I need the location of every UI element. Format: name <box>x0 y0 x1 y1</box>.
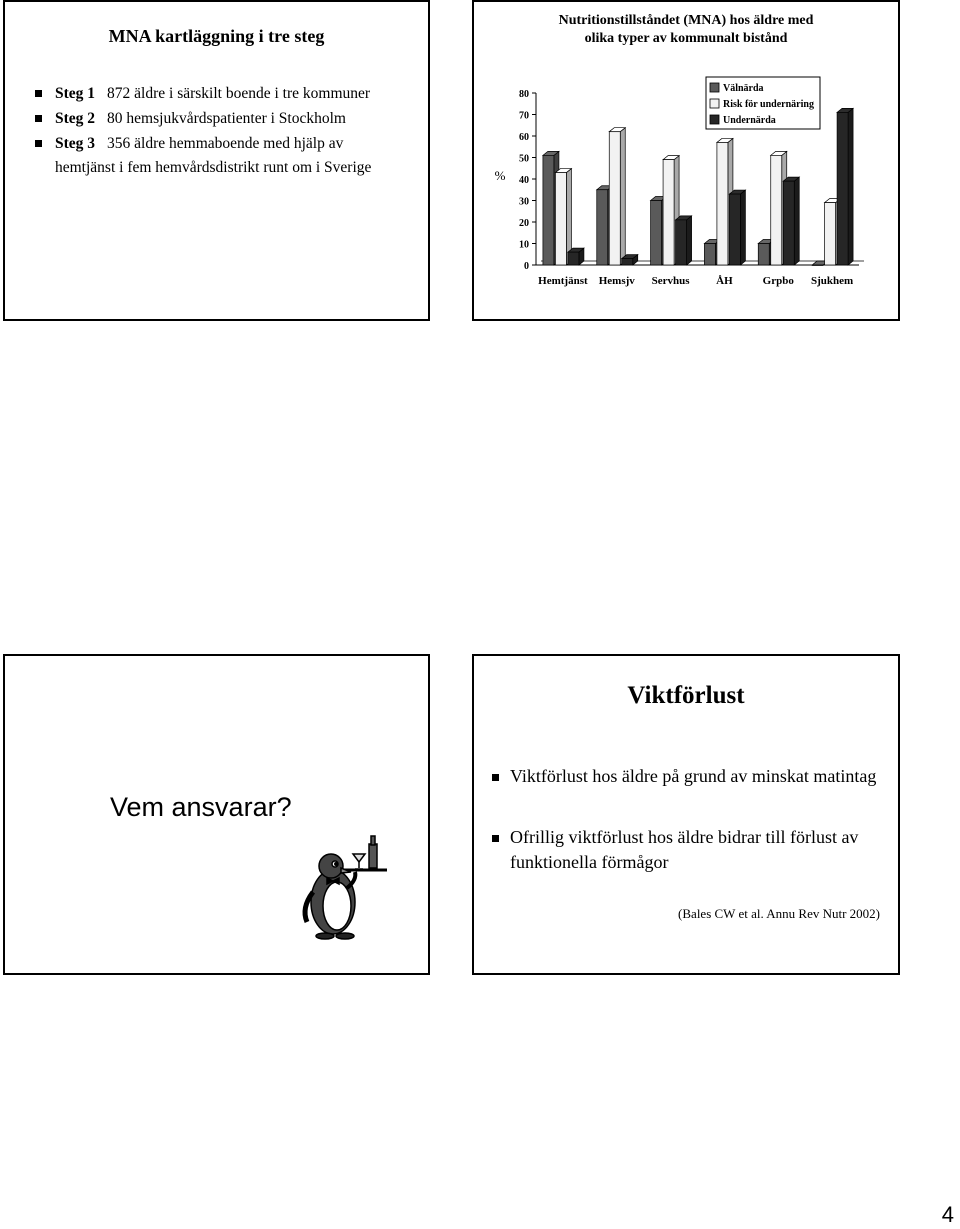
weight-loss-list <box>492 764 882 911</box>
citation: (Bales CW et al. Annu Rev Nutr 2002) <box>678 906 880 921</box>
legend-label: Undernärda <box>723 115 776 126</box>
slide-nutrition-chart <box>472 0 900 321</box>
legend-swatch <box>710 99 719 108</box>
y-tick-label: 40 <box>519 175 529 186</box>
step-text: 872 äldre i särskilt boende i tre kommuner <box>107 85 371 102</box>
step-label: Steg 2 <box>55 110 96 127</box>
bar <box>609 132 620 265</box>
y-axis-label: % <box>494 168 506 183</box>
bar <box>729 194 740 265</box>
list-item <box>492 825 882 875</box>
bar <box>663 160 674 265</box>
slide-title: Viktförlust <box>627 682 745 709</box>
steps-list <box>35 82 395 181</box>
bar-side <box>740 190 745 265</box>
bullet-text: Viktförlust hos äldre på grund av minskat matintag <box>510 766 877 786</box>
y-tick-label: 30 <box>519 196 529 208</box>
bar <box>812 265 823 266</box>
bar <box>783 181 794 265</box>
bar <box>676 220 687 265</box>
x-tick-label: Hemsjv <box>598 275 635 287</box>
bullet-square-icon <box>492 835 499 842</box>
step-text: 356 äldre hemmaboende med hjälp av hemtjänst i fem hemvårdsdistrikt runt om i Sverige <box>55 135 372 176</box>
bar <box>771 155 782 265</box>
bullet-square-icon <box>35 90 42 97</box>
legend-swatch <box>710 83 719 92</box>
bar <box>622 259 633 265</box>
bar-side <box>794 177 799 265</box>
bar <box>543 155 554 265</box>
chart-title-line: olika typer av kommunalt bistånd <box>584 31 788 46</box>
slide-weight-loss <box>472 654 900 975</box>
question-text: Vem ansvarar? <box>110 792 292 822</box>
y-tick-label: 0 <box>524 261 529 272</box>
step-label: Steg 1 <box>55 85 96 102</box>
legend-swatch <box>710 115 719 124</box>
slide-title: MNA kartläggning i tre steg <box>108 26 325 46</box>
step-text: 80 hemsjukvårdspatienter i Stockholm <box>107 110 346 127</box>
step-label: Steg 3 <box>55 135 96 152</box>
legend-label: Risk för undernäring <box>723 99 814 110</box>
list-item <box>35 107 395 131</box>
bullet-square-icon <box>35 140 42 147</box>
x-tick-label: Grpbo <box>762 275 794 287</box>
x-tick-label: Servhus <box>651 275 690 287</box>
y-tick-label: 20 <box>519 218 529 229</box>
page-number: 4 <box>941 1202 954 1227</box>
y-tick-label: 70 <box>519 110 529 122</box>
slide-mna-steps <box>3 0 430 321</box>
bullet-text: Ofrillig viktförlust hos äldre bidrar till förlust av funktionella förmågor <box>510 827 859 872</box>
bar-side <box>620 128 625 265</box>
bar <box>704 244 715 266</box>
bar <box>651 201 662 266</box>
x-tick-label: Hemtjänst <box>538 275 588 287</box>
y-tick-label: 60 <box>519 132 529 143</box>
list-item <box>492 764 882 789</box>
bar-side <box>687 216 692 265</box>
bar-side <box>848 108 853 265</box>
y-tick-label: 10 <box>519 239 529 251</box>
bar <box>597 190 608 265</box>
bar <box>758 244 769 266</box>
x-tick-label: Sjukhem <box>810 275 854 287</box>
y-tick-label: 50 <box>519 153 529 165</box>
y-tick-label: 80 <box>519 89 529 100</box>
bar <box>568 252 579 265</box>
x-tick-label: ÅH <box>716 275 733 287</box>
chart-title-line: Nutritionstillståndet (MNA) hos äldre med <box>558 13 814 28</box>
list-item <box>35 132 395 180</box>
legend-label: Välnärda <box>723 83 764 94</box>
bar <box>837 112 848 265</box>
bullet-square-icon <box>35 115 42 122</box>
bar <box>717 142 728 265</box>
bullet-square-icon <box>492 774 499 781</box>
slide-responsibility <box>3 654 430 975</box>
bar-chart <box>474 2 898 319</box>
penguin-waiter-clipart <box>295 832 395 942</box>
bar <box>825 203 836 265</box>
bar <box>555 173 566 265</box>
list-item <box>35 82 395 106</box>
